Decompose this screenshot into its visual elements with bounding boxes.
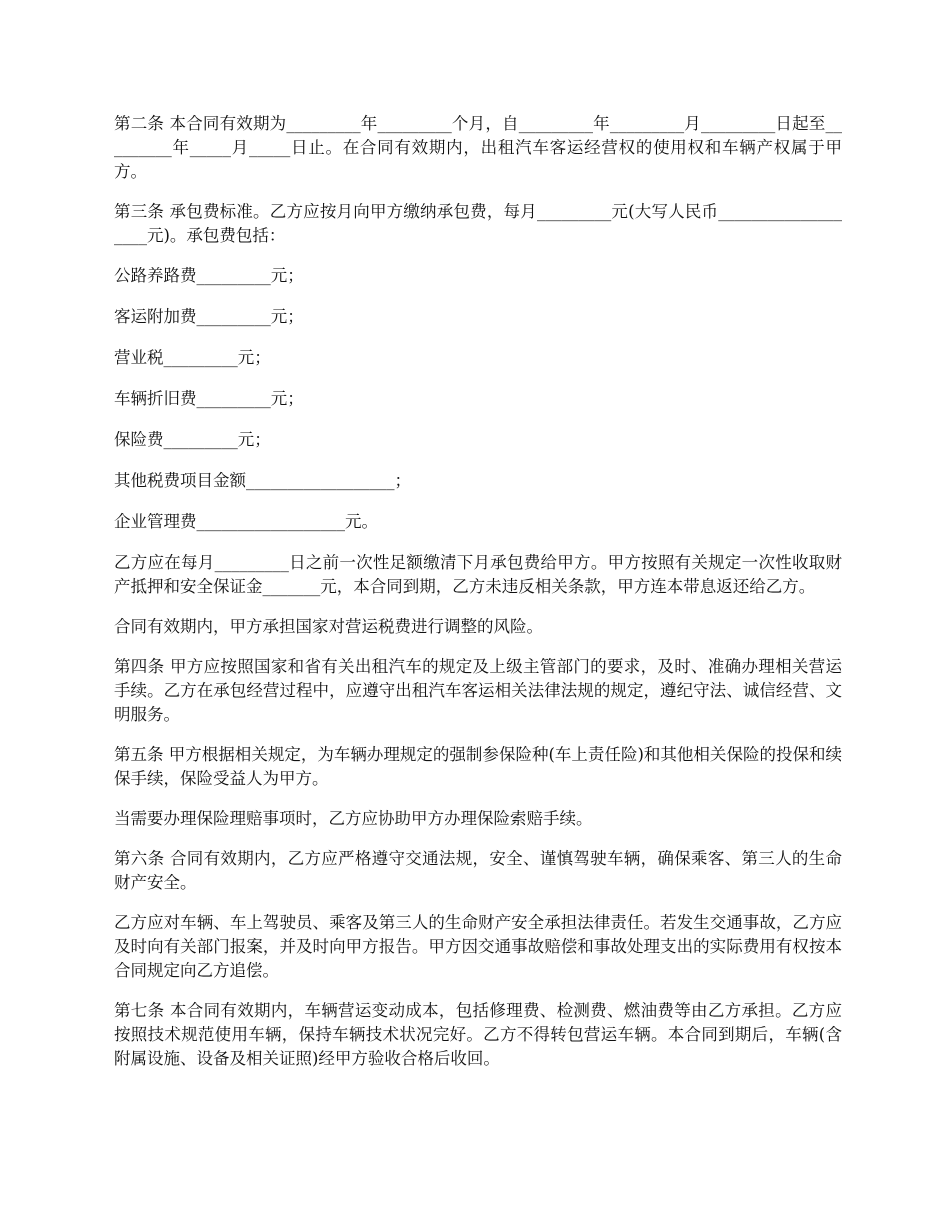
article-2-term: 第二条 本合同有效期为_________年_________个月，自_________年_________月_________日起至_________年_____月_____日止。在合同有效期内，出租汽车客运经营权的使用权和车辆产权属于甲方。 [114, 114, 842, 181]
fee-vehicle-depreciation: 车辆折旧费_________元； [114, 389, 304, 408]
article-3-fee-standard: 第三条 承包费标准。乙方应按月向甲方缴纳承包费，每月_________元(大写人民币___________________元)。承包费包括： [114, 202, 842, 245]
document-body [114, 112, 842, 1087]
fee-insurance: 保险费_________元； [114, 430, 271, 449]
article-4-operations: 第四条 甲方应按照国家和省有关出租汽车的规定及上级主管部门的要求，及时、准确办理相关营运手续。乙方在承包经营过程中，应遵守出租汽车客运相关法律法规的规定，遵纪守法、诚信经营、文明服务。 [114, 657, 842, 724]
fee-other-taxes: 其他税费项目金额__________________； [114, 471, 411, 490]
fee-business-tax: 营业税_________元； [114, 348, 271, 367]
fee-passenger-surcharge: 客运附加费_________元； [114, 307, 304, 326]
liability-accidents: 乙方应对车辆、车上驾驶员、乘客及第三人的生命财产安全承担法律责任。若发生交通事故，乙方应及时向有关部门报案，并及时向甲方报告。甲方因交通事故赔偿和事故处理支出的实际费用有权按本合同规定向乙方追偿。 [114, 913, 842, 980]
article-5-insurance: 第五条 甲方根据相关规定，为车辆办理规定的强制参保险种(车上责任险)和其他相关保险的投保和续保手续，保险受益人为甲方。 [114, 745, 842, 788]
fee-management: 企业管理费__________________元。 [114, 512, 378, 531]
article-6-traffic-safety: 第六条 合同有效期内，乙方应严格遵守交通法规，安全、谨慎驾驶车辆，确保乘客、第三人的生命财产安全。 [114, 849, 842, 892]
fee-road-maintenance: 公路养路费_________元； [114, 266, 304, 285]
payment-deadline-deposit: 乙方应在每月_________日之前一次性足额缴清下月承包费给甲方。甲方按照有关规定一次性收取财产抵押和安全保证金_______元，本合同到期，乙方未违反相关条款，甲方连本带息返还给乙方。 [114, 553, 842, 596]
article-7-costs: 第七条 本合同有效期内，车辆营运变动成本，包括修理费、检测费、燃油费等由乙方承担。乙方应按照技术规范使用车辆，保持车辆技术状况完好。乙方不得转包营运车辆。本合同到期后，车辆(含附属设施、设备及相关证照)经甲方验收合格后收回。 [114, 1001, 842, 1068]
tax-adjustment-risk: 合同有效期内，甲方承担国家对营运税费进行调整的风险。 [114, 617, 543, 636]
insurance-claims: 当需要办理保险理赔事项时，乙方应协助甲方办理保险索赔手续。 [114, 809, 593, 828]
